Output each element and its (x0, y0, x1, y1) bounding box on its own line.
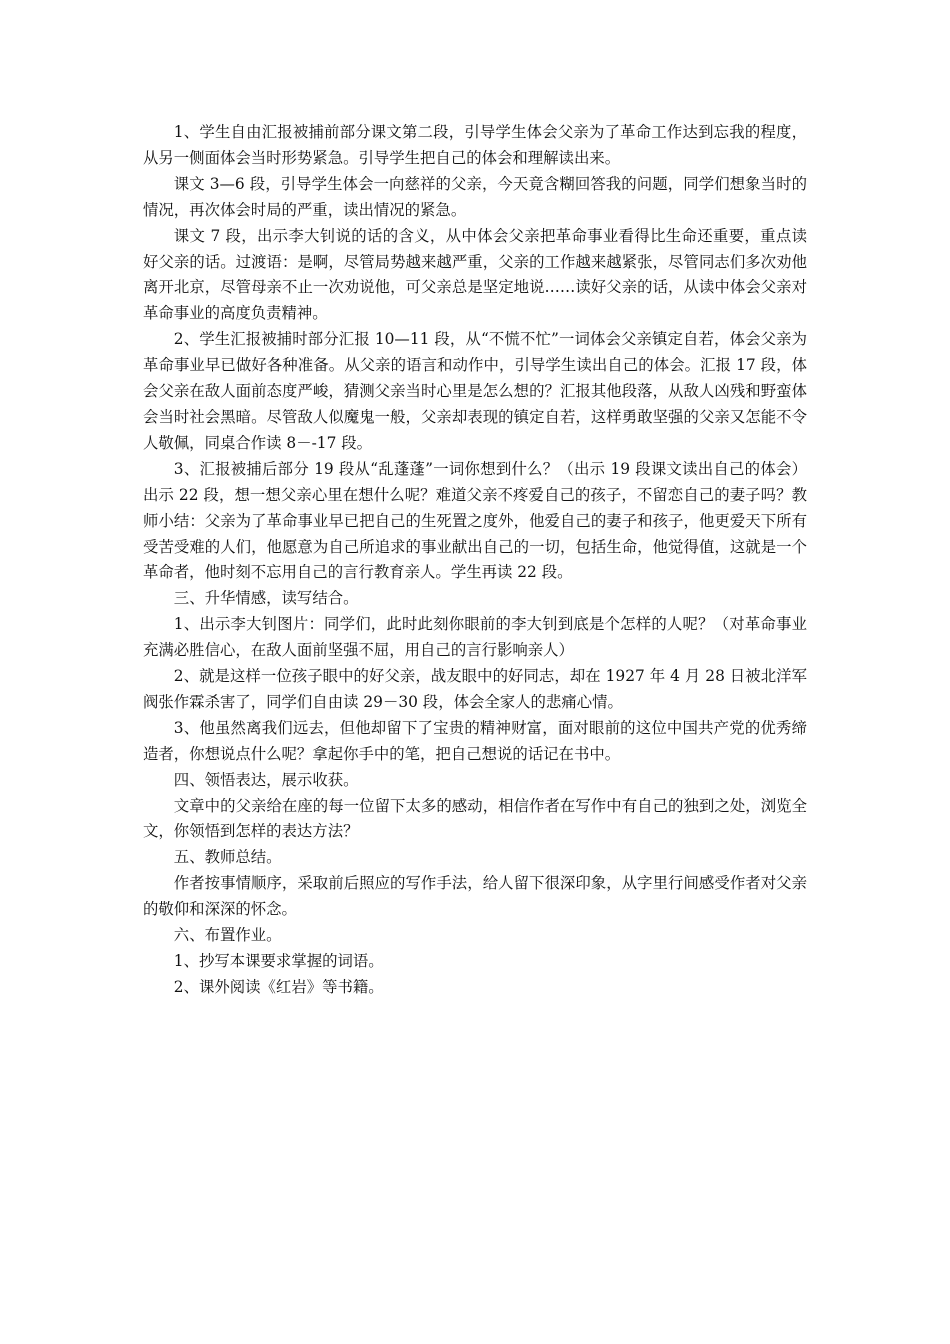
section-heading-expression: 四、领悟表达，展示收获。 (173, 770, 359, 789)
section-heading-homework: 六、布置作业。 (173, 926, 282, 945)
paragraph-report-after-arrest: 3、汇报被捕后部分 19 段从“乱蓬蓬”一词你想到什么？（出示 19 段课文读出自己的体会）出示 22 段，想一想父亲心里在想什么呢？难道父亲不疼爱自己的孩子，不留恋自己的妻子吗？教师小结：父亲为了革命事业早已把自己的生死置之度外，他爱自己的妻子和孩子，他更爱天下所有受苦受难的人们，他愿意为自己所追求的事业献出自己的一切，包括生命，他觉得值，这就是一个革命者，他时刻不忘用自己的言行教育亲人。学生再读 22 段。 (143, 459, 807, 582)
paragraph-text-7: 课文 7 段，出示李大钊说的话的含义，从中体会父亲把革命事业看得比生命还重要，重点读好父亲的话。过渡语：是啊，尽管局势越来越严重，父亲的工作越来越紧张，尽管同志们多次劝他离开北京，尽管母亲不止一次劝说他，可父亲总是坚定地说……读好父亲的话，从读中体会父亲对革命事业的高度负责精神。 (143, 226, 807, 323)
homework-item-1: 1、抄写本课要求掌握的词语。 (173, 952, 384, 970)
homework-item-2: 2、课外阅读《红岩》等书籍。 (173, 977, 384, 996)
section-heading-sublimate: 三、升华情感，读写结合。 (173, 589, 359, 608)
paragraph-report-before-arrest: 1、学生自由汇报被捕前部分课文第二段，引导学生体会父亲为了革命工作达到忘我的程度，从另一侧面体会当时形势紧急。引导学生把自己的体会和理解读出来。 (143, 123, 807, 167)
paragraph-spiritual-wealth: 3、他虽然离我们远去，但他却留下了宝贵的精神财富，面对眼前的这位中国共产党的优秀缔造者，你想说点什么呢？拿起你手中的笔，把自己想说的话记在书中。 (143, 718, 807, 763)
paragraph-show-picture: 1、出示李大钊图片：同学们，此时此刻你眼前的李大钊到底是个怎样的人呢？（对革命事业充满必胜信心，在敌人面前坚强不屈，用自己的言行影响亲人） (143, 615, 807, 660)
section-heading-summary: 五、教师总结。 (173, 848, 282, 867)
paragraph-summary: 作者按事情顺序，采取前后照应的写作手法，给人留下很深印象，从字里行间感受作者对父亲的敬仰和深深的怀念。 (143, 874, 807, 919)
paragraph-good-father: 2、就是这样一位孩子眼中的好父亲，战友眼中的好同志，却在 1927 年 4 月 28 日被北洋军阀张作霖杀害了，同学们自由读 29－30 段，体会全家人的悲痛心情。 (143, 667, 807, 711)
paragraph-report-during-arrest: 2、学生汇报被捕时部分汇报 10—11 段，从“不慌不忙”一词体会父亲镇定自若，体会父亲为革命事业早已做好各种准备。从父亲的语言和动作中，引导学生读出自己的体会。汇报 17 段，体会父亲在敌人面前态度严峻，猜测父亲当时心里是怎么想的？汇报其他段落，从敌人凶残和野蛮体会当时社会黑暗。尽管敌人似魔鬼一般，父亲却表现的镇定自若，这样勇敢坚强的父亲又怎能不令人敬佩，同桌合作读 8－-17 段。 (143, 330, 807, 452)
paragraph-expression-method: 文章中的父亲给在座的每一位留下太多的感动，相信作者在写作中有自己的独到之处，浏览全文，你领悟到怎样的表达方法？ (143, 796, 807, 841)
document-page (143, 120, 807, 1001)
paragraph-text-3-6: 课文 3—6 段，引导学生体会一向慈祥的父亲，今天竟含糊回答我的问题，同学们想象当时的情况，再次体会时局的严重，读出情况的紧急。 (143, 174, 807, 219)
